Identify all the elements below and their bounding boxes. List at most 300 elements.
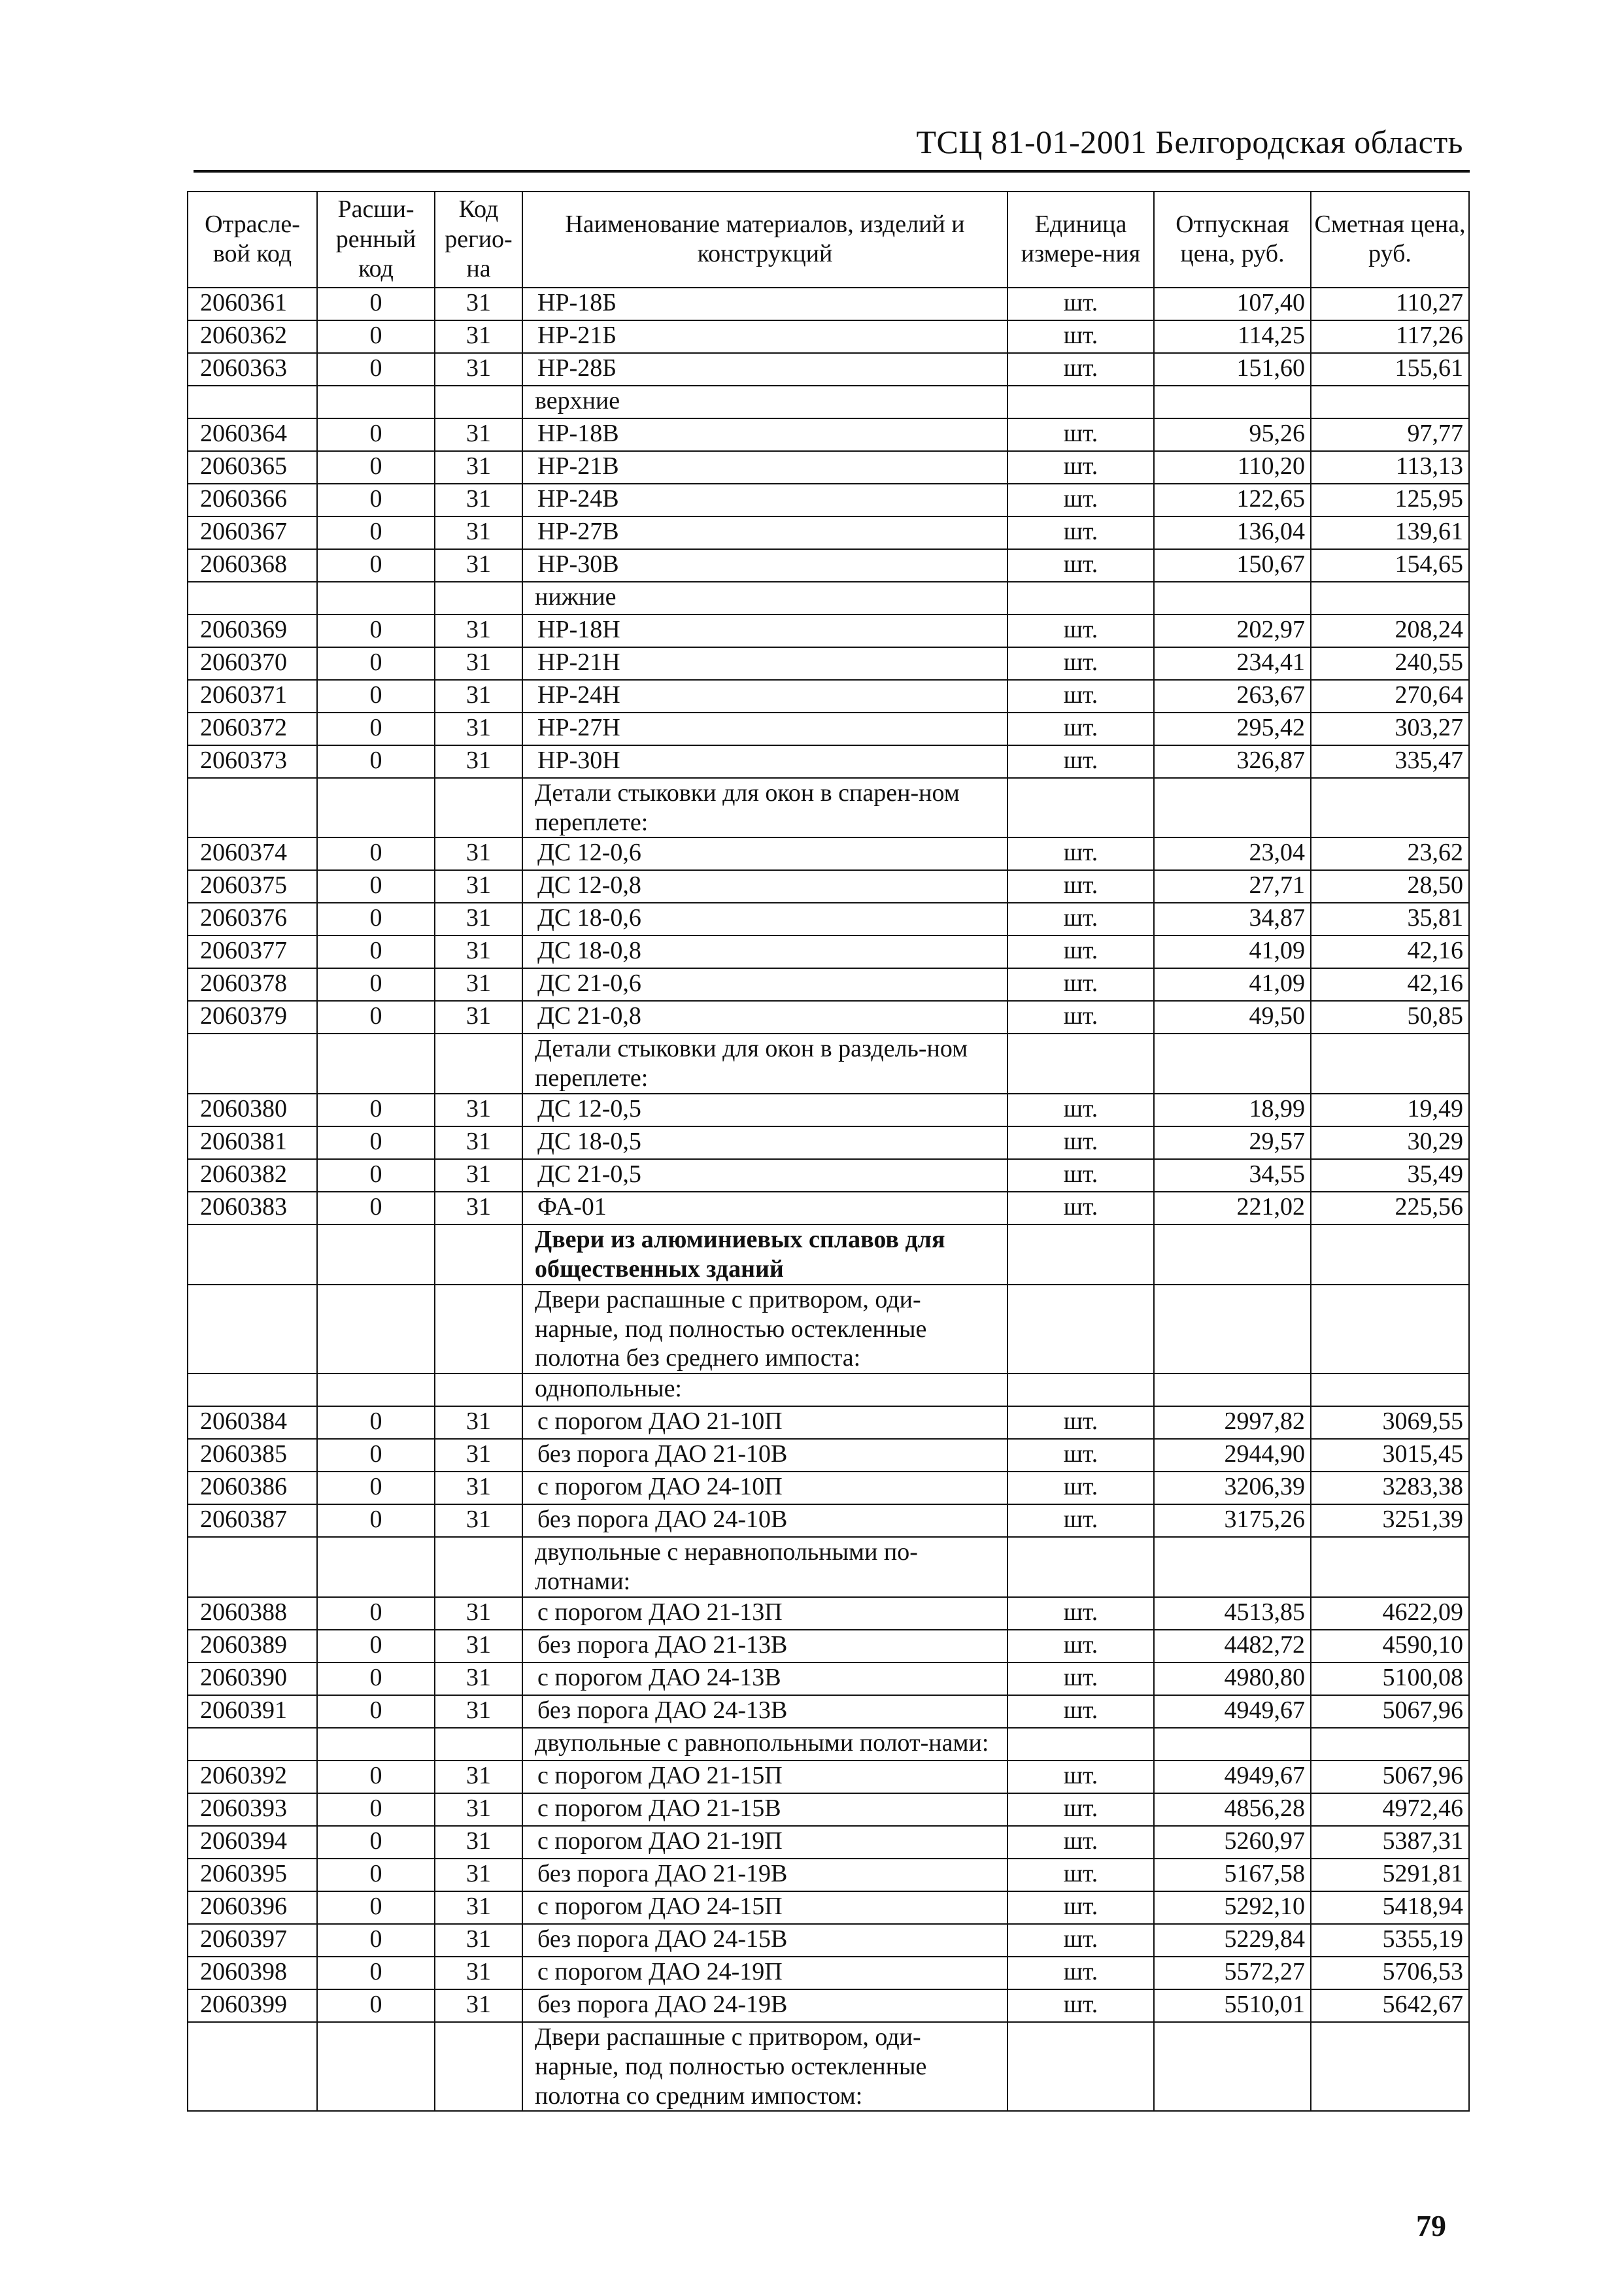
section-heading: Детали стыковки для окон в раздель-ном переплете:	[522, 1034, 1007, 1094]
row-unit: шт.	[1007, 680, 1154, 713]
column-header-extended-code: Расши-ренный код	[317, 192, 435, 288]
row-unit: шт.	[1007, 1826, 1154, 1859]
row-item-name: НР-27В	[522, 516, 1007, 549]
section-heading: однопольные:	[522, 1374, 1007, 1406]
document-header-title: ТСЦ 81-01-2001 Белгородская область	[916, 124, 1463, 160]
row-release-price: 234,41	[1154, 647, 1311, 680]
row-industry-code: 2060387	[188, 1504, 317, 1537]
row-item-name: с порогом ДАО 24-13В	[522, 1662, 1007, 1695]
empty-cell	[188, 1728, 317, 1761]
row-estimate-price: 4622,09	[1311, 1597, 1469, 1630]
table-row	[188, 1695, 1469, 1728]
row-industry-code: 2060378	[188, 968, 317, 1001]
row-extended-code: 0	[317, 615, 435, 647]
table-section-row	[188, 1285, 1469, 1374]
empty-cell	[1311, 582, 1469, 615]
row-region-code: 31	[435, 936, 522, 968]
row-estimate-price: 3015,45	[1311, 1439, 1469, 1472]
column-header-item-name: Наименование материалов, изделий и конструкций	[522, 192, 1007, 288]
row-release-price: 110,20	[1154, 451, 1311, 484]
row-estimate-price: 155,61	[1311, 353, 1469, 386]
empty-cell	[1154, 778, 1311, 838]
row-release-price: 202,97	[1154, 615, 1311, 647]
row-item-name: без порога ДАО 21-19В	[522, 1859, 1007, 1891]
row-industry-code: 2060394	[188, 1826, 317, 1859]
table-row	[188, 1957, 1469, 1989]
row-unit: шт.	[1007, 1439, 1154, 1472]
page-number: 79	[1416, 2209, 1446, 2242]
row-item-name: ФА-01	[522, 1192, 1007, 1224]
row-estimate-price: 4972,46	[1311, 1793, 1469, 1826]
empty-cell	[188, 1374, 317, 1406]
row-item-name: с порогом ДАО 24-19П	[522, 1957, 1007, 1989]
empty-cell	[1154, 1034, 1311, 1094]
row-extended-code: 0	[317, 680, 435, 713]
row-region-code: 31	[435, 1891, 522, 1924]
row-extended-code: 0	[317, 1891, 435, 1924]
empty-cell	[1311, 2022, 1469, 2111]
table-section-row	[188, 386, 1469, 418]
row-region-code: 31	[435, 1859, 522, 1891]
row-industry-code: 2060366	[188, 484, 317, 516]
row-estimate-price: 139,61	[1311, 516, 1469, 549]
row-release-price: 150,67	[1154, 549, 1311, 582]
row-estimate-price: 42,16	[1311, 936, 1469, 968]
row-region-code: 31	[435, 451, 522, 484]
row-industry-code: 2060384	[188, 1406, 317, 1439]
row-release-price: 295,42	[1154, 713, 1311, 745]
row-region-code: 31	[435, 968, 522, 1001]
row-estimate-price: 5355,19	[1311, 1924, 1469, 1957]
empty-cell	[435, 1537, 522, 1597]
row-industry-code: 2060399	[188, 1989, 317, 2022]
row-region-code: 31	[435, 418, 522, 451]
row-release-price: 41,09	[1154, 936, 1311, 968]
row-release-price: 136,04	[1154, 516, 1311, 549]
row-region-code: 31	[435, 615, 522, 647]
row-region-code: 31	[435, 837, 522, 870]
row-industry-code: 2060392	[188, 1761, 317, 1793]
table-row	[188, 516, 1469, 549]
row-unit: шт.	[1007, 320, 1154, 353]
row-extended-code: 0	[317, 320, 435, 353]
row-extended-code: 0	[317, 288, 435, 320]
row-extended-code: 0	[317, 1662, 435, 1695]
row-industry-code: 2060393	[188, 1793, 317, 1826]
row-unit: шт.	[1007, 1126, 1154, 1159]
row-industry-code: 2060364	[188, 418, 317, 451]
empty-cell	[317, 386, 435, 418]
row-extended-code: 0	[317, 1094, 435, 1126]
row-release-price: 122,65	[1154, 484, 1311, 516]
row-item-name: без порога ДАО 21-10В	[522, 1439, 1007, 1472]
row-region-code: 31	[435, 1159, 522, 1192]
row-item-name: с порогом ДАО 21-15В	[522, 1793, 1007, 1826]
row-item-name: с порогом ДАО 21-13П	[522, 1597, 1007, 1630]
row-unit: шт.	[1007, 903, 1154, 936]
table-row	[188, 1924, 1469, 1957]
row-unit: шт.	[1007, 745, 1154, 778]
row-release-price: 23,04	[1154, 837, 1311, 870]
row-industry-code: 2060391	[188, 1695, 317, 1728]
row-extended-code: 0	[317, 1793, 435, 1826]
row-item-name: с порогом ДАО 24-15П	[522, 1891, 1007, 1924]
empty-cell	[1154, 582, 1311, 615]
row-extended-code: 0	[317, 713, 435, 745]
table-row	[188, 1439, 1469, 1472]
row-item-name: ДС 18-0,5	[522, 1126, 1007, 1159]
row-unit: шт.	[1007, 1859, 1154, 1891]
row-item-name: НР-30Н	[522, 745, 1007, 778]
row-release-price: 4856,28	[1154, 1793, 1311, 1826]
row-extended-code: 0	[317, 1957, 435, 1989]
row-region-code: 31	[435, 288, 522, 320]
table-row	[188, 418, 1469, 451]
row-item-name: ДС 18-0,6	[522, 903, 1007, 936]
row-release-price: 3175,26	[1154, 1504, 1311, 1537]
row-extended-code: 0	[317, 745, 435, 778]
row-estimate-price: 117,26	[1311, 320, 1469, 353]
row-unit: шт.	[1007, 936, 1154, 968]
empty-cell	[188, 778, 317, 838]
row-estimate-price: 35,81	[1311, 903, 1469, 936]
row-unit: шт.	[1007, 451, 1154, 484]
empty-cell	[435, 1224, 522, 1285]
row-unit: шт.	[1007, 1662, 1154, 1695]
row-extended-code: 0	[317, 1126, 435, 1159]
row-industry-code: 2060377	[188, 936, 317, 968]
empty-cell	[188, 1034, 317, 1094]
row-industry-code: 2060389	[188, 1630, 317, 1662]
table-row	[188, 1793, 1469, 1826]
row-release-price: 34,87	[1154, 903, 1311, 936]
table-section-row	[188, 2022, 1469, 2111]
row-industry-code: 2060386	[188, 1472, 317, 1504]
table-row	[188, 1891, 1469, 1924]
column-header-region-code: Код регио-на	[435, 192, 522, 288]
row-region-code: 31	[435, 680, 522, 713]
row-extended-code: 0	[317, 1159, 435, 1192]
row-item-name: без порога ДАО 21-13В	[522, 1630, 1007, 1662]
column-header-estimate-price: Сметная цена, руб.	[1311, 192, 1469, 288]
row-unit: шт.	[1007, 1695, 1154, 1728]
row-estimate-price: 208,24	[1311, 615, 1469, 647]
row-release-price: 114,25	[1154, 320, 1311, 353]
row-industry-code: 2060390	[188, 1662, 317, 1695]
row-unit: шт.	[1007, 1630, 1154, 1662]
table-header-row	[188, 192, 1469, 288]
row-item-name: ДС 12-0,6	[522, 837, 1007, 870]
row-release-price: 29,57	[1154, 1126, 1311, 1159]
row-unit: шт.	[1007, 1793, 1154, 1826]
row-industry-code: 2060385	[188, 1439, 317, 1472]
row-extended-code: 0	[317, 1695, 435, 1728]
row-region-code: 31	[435, 1662, 522, 1695]
table-row	[188, 870, 1469, 903]
row-extended-code: 0	[317, 1192, 435, 1224]
row-release-price: 4980,80	[1154, 1662, 1311, 1695]
row-extended-code: 0	[317, 903, 435, 936]
empty-cell	[317, 2022, 435, 2111]
row-unit: шт.	[1007, 1504, 1154, 1537]
row-region-code: 31	[435, 1957, 522, 1989]
empty-cell	[435, 1374, 522, 1406]
table-section-row	[188, 1728, 1469, 1761]
empty-cell	[1311, 1728, 1469, 1761]
row-unit: шт.	[1007, 1597, 1154, 1630]
section-heading: двупольные с равнопольными полот-нами:	[522, 1728, 1007, 1761]
row-estimate-price: 3283,38	[1311, 1472, 1469, 1504]
row-unit: шт.	[1007, 1159, 1154, 1192]
row-release-price: 95,26	[1154, 418, 1311, 451]
row-extended-code: 0	[317, 1924, 435, 1957]
empty-cell	[1007, 1728, 1154, 1761]
row-region-code: 31	[435, 903, 522, 936]
section-heading: Детали стыковки для окон в спарен-ном переплете:	[522, 778, 1007, 838]
row-unit: шт.	[1007, 713, 1154, 745]
row-extended-code: 0	[317, 549, 435, 582]
row-industry-code: 2060380	[188, 1094, 317, 1126]
row-industry-code: 2060381	[188, 1126, 317, 1159]
empty-cell	[1311, 1034, 1469, 1094]
row-release-price: 4949,67	[1154, 1695, 1311, 1728]
row-industry-code: 2060373	[188, 745, 317, 778]
row-extended-code: 0	[317, 1504, 435, 1537]
row-region-code: 31	[435, 549, 522, 582]
table-row	[188, 745, 1469, 778]
row-extended-code: 0	[317, 870, 435, 903]
row-unit: шт.	[1007, 1989, 1154, 2022]
table-body	[188, 288, 1469, 2112]
row-estimate-price: 303,27	[1311, 713, 1469, 745]
row-extended-code: 0	[317, 1761, 435, 1793]
table-row	[188, 968, 1469, 1001]
row-extended-code: 0	[317, 968, 435, 1001]
row-estimate-price: 240,55	[1311, 647, 1469, 680]
row-extended-code: 0	[317, 837, 435, 870]
table-row	[188, 1859, 1469, 1891]
empty-cell	[188, 582, 317, 615]
table-row	[188, 1406, 1469, 1439]
row-release-price: 49,50	[1154, 1001, 1311, 1034]
empty-cell	[317, 1034, 435, 1094]
column-header-release-price: Отпускная цена, руб.	[1154, 192, 1311, 288]
empty-cell	[188, 2022, 317, 2111]
table-row	[188, 1504, 1469, 1537]
table-row	[188, 451, 1469, 484]
row-region-code: 31	[435, 353, 522, 386]
row-release-price: 4482,72	[1154, 1630, 1311, 1662]
row-industry-code: 2060370	[188, 647, 317, 680]
empty-cell	[1007, 1537, 1154, 1597]
row-release-price: 151,60	[1154, 353, 1311, 386]
row-extended-code: 0	[317, 647, 435, 680]
row-region-code: 31	[435, 1094, 522, 1126]
row-industry-code: 2060362	[188, 320, 317, 353]
empty-cell	[1154, 2022, 1311, 2111]
row-estimate-price: 270,64	[1311, 680, 1469, 713]
row-extended-code: 0	[317, 1001, 435, 1034]
empty-cell	[1311, 1537, 1469, 1597]
table-row	[188, 1472, 1469, 1504]
row-release-price: 5510,01	[1154, 1989, 1311, 2022]
row-estimate-price: 5100,08	[1311, 1662, 1469, 1695]
empty-cell	[188, 1537, 317, 1597]
table-row	[188, 837, 1469, 870]
row-region-code: 31	[435, 1761, 522, 1793]
row-industry-code: 2060375	[188, 870, 317, 903]
row-release-price: 263,67	[1154, 680, 1311, 713]
row-estimate-price: 35,49	[1311, 1159, 1469, 1192]
row-industry-code: 2060376	[188, 903, 317, 936]
row-extended-code: 0	[317, 1859, 435, 1891]
section-heading: Двери из алюминиевых сплавов для общественных зданий	[522, 1224, 1007, 1285]
row-extended-code: 0	[317, 418, 435, 451]
row-release-price: 4949,67	[1154, 1761, 1311, 1793]
row-unit: шт.	[1007, 1924, 1154, 1957]
table-row	[188, 1662, 1469, 1695]
row-extended-code: 0	[317, 1597, 435, 1630]
row-industry-code: 2060382	[188, 1159, 317, 1192]
row-release-price: 107,40	[1154, 288, 1311, 320]
row-industry-code: 2060398	[188, 1957, 317, 1989]
table-row	[188, 903, 1469, 936]
empty-cell	[435, 1034, 522, 1094]
empty-cell	[317, 1224, 435, 1285]
empty-cell	[1154, 1374, 1311, 1406]
row-region-code: 31	[435, 1695, 522, 1728]
row-unit: шт.	[1007, 647, 1154, 680]
row-unit: шт.	[1007, 418, 1154, 451]
table-row	[188, 1126, 1469, 1159]
row-industry-code: 2060372	[188, 713, 317, 745]
row-item-name: НР-18Н	[522, 615, 1007, 647]
row-unit: шт.	[1007, 1957, 1154, 1989]
row-estimate-price: 154,65	[1311, 549, 1469, 582]
row-region-code: 31	[435, 1001, 522, 1034]
table-row	[188, 288, 1469, 320]
row-item-name: без порога ДАО 24-15В	[522, 1924, 1007, 1957]
empty-cell	[1007, 386, 1154, 418]
row-industry-code: 2060371	[188, 680, 317, 713]
table-row	[188, 647, 1469, 680]
empty-cell	[317, 1537, 435, 1597]
row-item-name: НР-21Н	[522, 647, 1007, 680]
row-region-code: 31	[435, 1793, 522, 1826]
table-row	[188, 1761, 1469, 1793]
empty-cell	[435, 582, 522, 615]
row-item-name: НР-18В	[522, 418, 1007, 451]
row-region-code: 31	[435, 1126, 522, 1159]
row-extended-code: 0	[317, 1439, 435, 1472]
row-item-name: ДС 18-0,8	[522, 936, 1007, 968]
column-header-industry-code: Отрасле-вой код	[188, 192, 317, 288]
row-release-price: 5229,84	[1154, 1924, 1311, 1957]
empty-cell	[1154, 1537, 1311, 1597]
row-estimate-price: 30,29	[1311, 1126, 1469, 1159]
empty-cell	[188, 1285, 317, 1374]
section-heading: двупольные с неравнопольными по-лотнами:	[522, 1537, 1007, 1597]
row-industry-code: 2060363	[188, 353, 317, 386]
row-item-name: с порогом ДАО 21-19П	[522, 1826, 1007, 1859]
table-section-row	[188, 1374, 1469, 1406]
row-item-name: без порога ДАО 24-13В	[522, 1695, 1007, 1728]
row-unit: шт.	[1007, 484, 1154, 516]
row-item-name: без порога ДАО 24-10В	[522, 1504, 1007, 1537]
table-section-row	[188, 582, 1469, 615]
empty-cell	[435, 1728, 522, 1761]
empty-cell	[317, 582, 435, 615]
table-row	[188, 320, 1469, 353]
empty-cell	[1007, 2022, 1154, 2111]
row-industry-code: 2060368	[188, 549, 317, 582]
row-item-name: ДС 12-0,8	[522, 870, 1007, 903]
empty-cell	[1007, 1224, 1154, 1285]
price-table	[187, 191, 1470, 2112]
empty-cell	[1311, 386, 1469, 418]
row-estimate-price: 5387,31	[1311, 1826, 1469, 1859]
row-release-price: 27,71	[1154, 870, 1311, 903]
row-release-price: 5572,27	[1154, 1957, 1311, 1989]
row-estimate-price: 110,27	[1311, 288, 1469, 320]
row-extended-code: 0	[317, 353, 435, 386]
row-extended-code: 0	[317, 1406, 435, 1439]
row-industry-code: 2060395	[188, 1859, 317, 1891]
row-item-name: ДС 21-0,5	[522, 1159, 1007, 1192]
row-region-code: 31	[435, 647, 522, 680]
row-estimate-price: 50,85	[1311, 1001, 1469, 1034]
table-row	[188, 1192, 1469, 1224]
row-release-price: 3206,39	[1154, 1472, 1311, 1504]
row-region-code: 31	[435, 1630, 522, 1662]
table-row	[188, 1989, 1469, 2022]
column-header-unit: Единица измере-ния	[1007, 192, 1154, 288]
row-industry-code: 2060367	[188, 516, 317, 549]
row-release-price: 41,09	[1154, 968, 1311, 1001]
empty-cell	[435, 386, 522, 418]
row-item-name: с порогом ДАО 24-10П	[522, 1472, 1007, 1504]
row-extended-code: 0	[317, 1472, 435, 1504]
row-extended-code: 0	[317, 451, 435, 484]
row-unit: шт.	[1007, 353, 1154, 386]
row-unit: шт.	[1007, 1406, 1154, 1439]
row-estimate-price: 23,62	[1311, 837, 1469, 870]
row-region-code: 31	[435, 1192, 522, 1224]
row-estimate-price: 3251,39	[1311, 1504, 1469, 1537]
row-extended-code: 0	[317, 1826, 435, 1859]
row-unit: шт.	[1007, 1472, 1154, 1504]
empty-cell	[317, 1374, 435, 1406]
empty-cell	[317, 778, 435, 838]
empty-cell	[1311, 778, 1469, 838]
row-release-price: 18,99	[1154, 1094, 1311, 1126]
row-estimate-price: 5418,94	[1311, 1891, 1469, 1924]
row-release-price: 34,55	[1154, 1159, 1311, 1192]
row-estimate-price: 97,77	[1311, 418, 1469, 451]
row-unit: шт.	[1007, 1192, 1154, 1224]
table-section-row	[188, 1224, 1469, 1285]
row-item-name: ДС 21-0,8	[522, 1001, 1007, 1034]
row-release-price: 221,02	[1154, 1192, 1311, 1224]
row-extended-code: 0	[317, 516, 435, 549]
row-unit: шт.	[1007, 615, 1154, 647]
row-unit: шт.	[1007, 968, 1154, 1001]
row-industry-code: 2060383	[188, 1192, 317, 1224]
empty-cell	[1311, 1224, 1469, 1285]
row-unit: шт.	[1007, 1094, 1154, 1126]
section-heading: Двери распашные с притвором, оди-нарные, под полностью остекленные полотна со средним импостом:	[522, 2022, 1007, 2111]
table-row	[188, 353, 1469, 386]
